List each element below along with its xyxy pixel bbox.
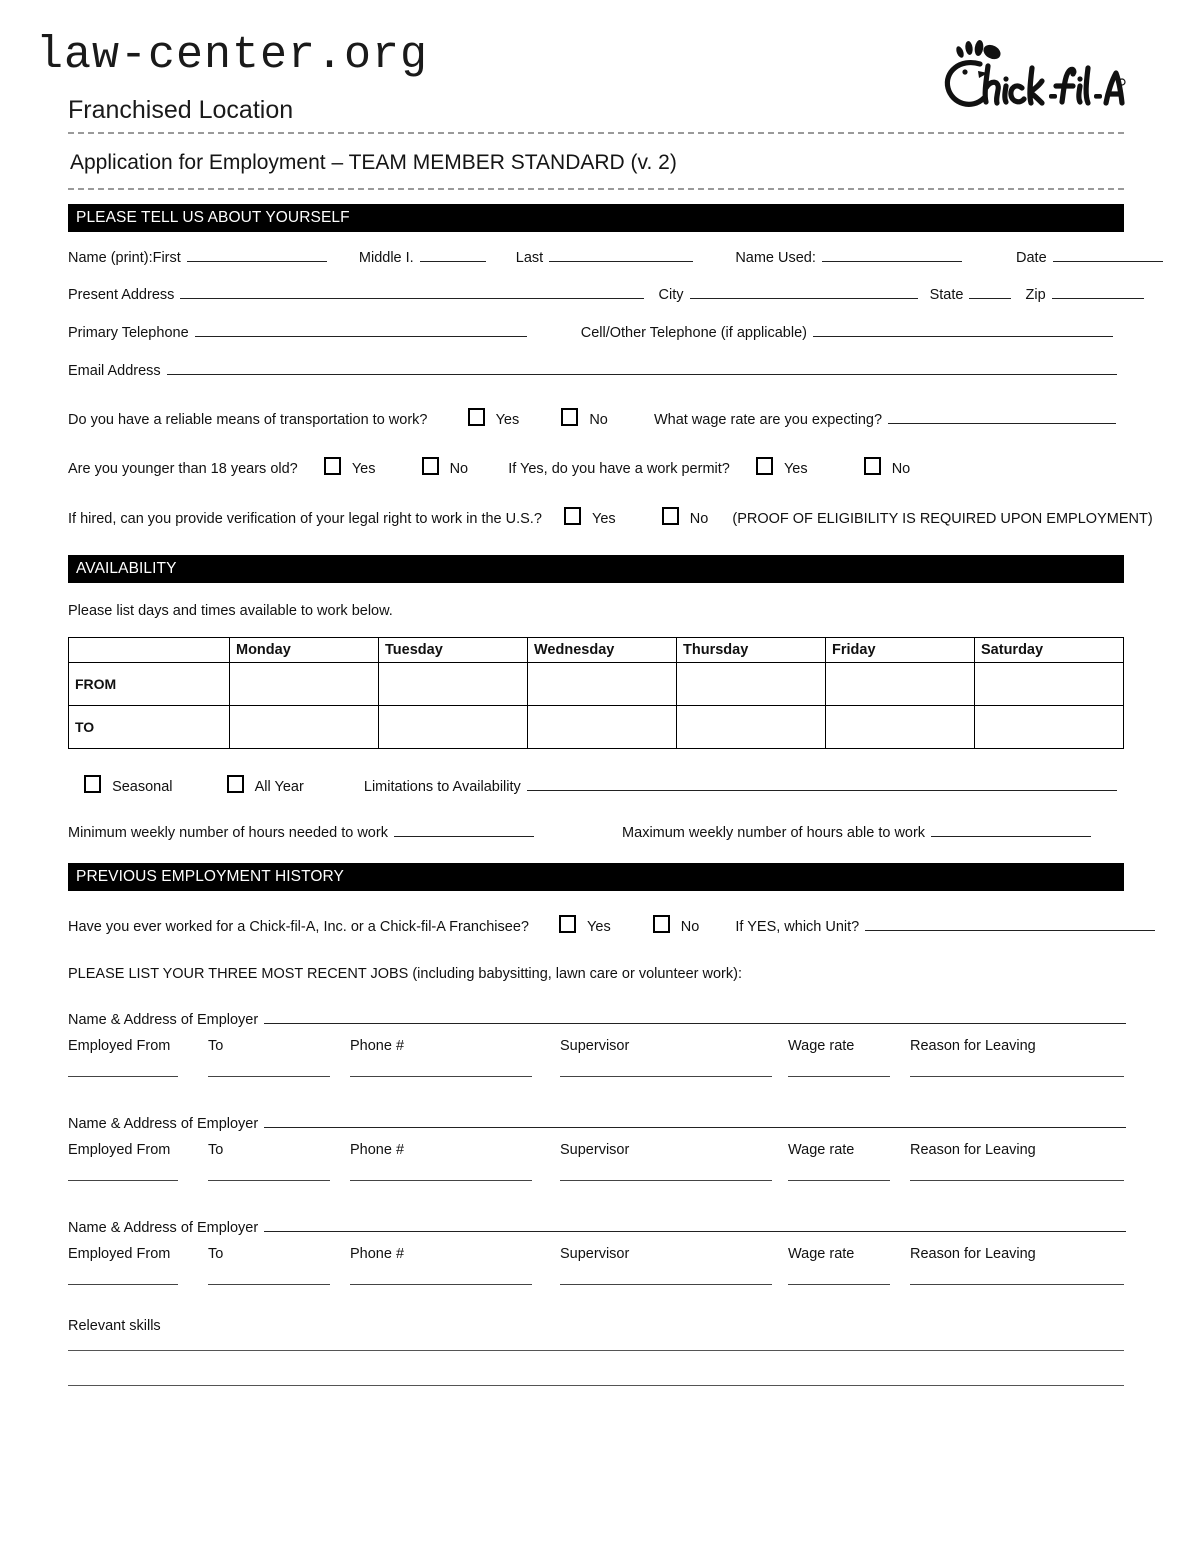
label-max-hours: Maximum weekly number of hours able to work [622, 825, 926, 841]
label-cell-telephone: Cell/Other Telephone (if applicable) [580, 325, 807, 341]
label-date: Date [1016, 250, 1047, 266]
label-worked-before-yes: Yes [587, 919, 611, 935]
row-employer-2 [68, 1114, 1124, 1134]
label-state: State [929, 287, 964, 303]
text-supervisor-3: Supervisor [560, 1246, 630, 1262]
text-reason-2: Reason for Leaving [910, 1142, 1036, 1158]
label-supervisor-3 [560, 1246, 772, 1285]
label-to-3 [208, 1246, 330, 1285]
input-date[interactable] [1053, 248, 1163, 262]
input-wage-rate-3[interactable] [788, 1263, 890, 1285]
label-relevant-skills: Relevant skills [68, 1318, 161, 1334]
row-address [68, 285, 1124, 305]
input-phone-1[interactable] [350, 1055, 532, 1077]
label-phone-3 [350, 1246, 532, 1285]
label-city: City [658, 287, 684, 303]
availability-cell-from-wednesday[interactable] [528, 663, 677, 706]
input-min-hours[interactable] [394, 823, 534, 837]
label-which-unit: If YES, which Unit? [735, 919, 860, 935]
input-max-hours[interactable] [931, 823, 1091, 837]
label-worked-before-no: No [680, 919, 700, 935]
label-to-1 [208, 1038, 330, 1077]
label-wage-expectation: What wage rate are you expecting? [653, 412, 883, 428]
text-phone-3: Phone # [350, 1246, 405, 1262]
label-employed-from-2 [68, 1142, 178, 1181]
row-employer-1 [68, 1010, 1124, 1030]
availability-cell-from-saturday[interactable] [975, 663, 1124, 706]
input-relevant-skills-line-2[interactable] [68, 1385, 1124, 1386]
site-url: law-center.org [36, 30, 429, 81]
text-employed-from-3: Employed From [68, 1246, 171, 1262]
input-wage-expectation[interactable] [888, 410, 1116, 424]
label-zip: Zip [1025, 287, 1046, 303]
input-cell-telephone[interactable] [813, 323, 1113, 337]
row-transportation [68, 408, 1124, 430]
availability-cell-to-monday[interactable] [230, 706, 379, 749]
row-name [68, 248, 1124, 268]
text-supervisor-2: Supervisor [560, 1142, 630, 1158]
label-reason-2 [910, 1142, 1124, 1181]
text-wage-rate-3: Wage rate [788, 1246, 855, 1262]
form-title: Application for Employment – TEAM MEMBER STANDARD (v. 2) [70, 151, 677, 174]
input-employed-from-3[interactable] [68, 1263, 178, 1285]
availability-cell-to-saturday[interactable] [975, 706, 1124, 749]
row-email [68, 361, 1124, 381]
checkbox-legal-work-yes[interactable] [564, 507, 581, 525]
section-header-employment: PREVIOUS EMPLOYMENT HISTORY [68, 863, 1124, 891]
label-legal-work-question: If hired, can you provide verification of your legal right to work in the U.S.? [68, 511, 542, 527]
label-employed-from-3 [68, 1246, 178, 1285]
availability-cell-to-thursday[interactable] [677, 706, 826, 749]
row-seasonal-allyear [68, 775, 1124, 797]
input-primary-telephone[interactable] [195, 323, 527, 337]
input-present-address[interactable] [180, 285, 644, 299]
checkbox-work-permit-no[interactable] [864, 457, 881, 475]
label-transportation-question: Do you have a reliable means of transportation to work? [68, 412, 428, 428]
input-reason-1[interactable] [910, 1055, 1124, 1077]
row-worked-before [68, 915, 1124, 937]
input-first-name[interactable] [187, 248, 327, 262]
label-present-address: Present Address [68, 287, 175, 303]
input-middle-initial[interactable] [420, 248, 486, 262]
availability-cell-to-tuesday[interactable] [379, 706, 528, 749]
franchised-location-label: Franchised Location [68, 96, 294, 124]
input-name-used[interactable] [822, 248, 962, 262]
list-jobs-instruction: PLEASE LIST YOUR THREE MOST RECENT JOBS (including babysitting, lawn care or volunteer work): [68, 966, 742, 982]
row-employer-3 [68, 1218, 1124, 1238]
input-to-3[interactable] [208, 1263, 330, 1285]
input-relevant-skills-line-1[interactable] [68, 1350, 1124, 1351]
input-supervisor-1[interactable] [560, 1055, 772, 1077]
employer-1-columns [68, 1038, 1124, 1092]
row-under-18 [68, 457, 1124, 479]
text-phone-1: Phone # [350, 1038, 405, 1054]
label-reason-1 [910, 1038, 1124, 1077]
text-wage-rate-2: Wage rate [788, 1142, 855, 1158]
label-email-address: Email Address [68, 363, 161, 379]
label-last-name: Last [515, 250, 544, 266]
input-wage-rate-2[interactable] [788, 1159, 890, 1181]
checkbox-worked-before-no[interactable] [653, 915, 670, 933]
checkbox-under18-no[interactable] [422, 457, 439, 475]
text-to-2: To [208, 1142, 224, 1158]
label-wage-rate-1 [788, 1038, 890, 1077]
label-reason-3 [910, 1246, 1124, 1285]
availability-instruction: Please list days and times available to work below. [68, 603, 393, 619]
availability-label-from: FROM [69, 663, 230, 706]
input-reason-2[interactable] [910, 1159, 1124, 1181]
label-middle-initial: Middle I. [358, 250, 414, 266]
label-proof-of-eligibility-note: (PROOF OF ELIGIBILITY IS REQUIRED UPON EMPLOYMENT) [732, 511, 1153, 527]
availability-col-wednesday: Wednesday [528, 638, 677, 663]
text-supervisor-1: Supervisor [560, 1038, 630, 1054]
availability-col-thursday: Thursday [677, 638, 826, 663]
text-wage-rate-1: Wage rate [788, 1038, 855, 1054]
checkbox-worked-before-yes[interactable] [559, 915, 576, 933]
label-seasonal: Seasonal [112, 779, 173, 795]
input-which-unit[interactable] [865, 917, 1155, 931]
availability-cell-to-friday[interactable] [826, 706, 975, 749]
input-limitations[interactable] [527, 777, 1117, 791]
label-supervisor-1 [560, 1038, 772, 1077]
checkbox-all-year[interactable] [227, 775, 244, 793]
checkbox-under18-yes[interactable] [324, 457, 341, 475]
label-name-used: Name Used: [735, 250, 816, 266]
checkbox-transportation-yes[interactable] [468, 408, 485, 426]
availability-cell-from-thursday[interactable] [677, 663, 826, 706]
text-employed-from-2: Employed From [68, 1142, 171, 1158]
availability-label-to: TO [69, 706, 230, 749]
label-all-year: All Year [254, 779, 304, 795]
text-reason-1: Reason for Leaving [910, 1038, 1036, 1054]
input-city[interactable] [690, 285, 918, 299]
checkbox-legal-work-no[interactable] [662, 507, 679, 525]
label-under18-yes: Yes [351, 461, 376, 477]
availability-cell-from-monday[interactable] [230, 663, 379, 706]
label-wage-rate-3 [788, 1246, 890, 1285]
availability-col-friday: Friday [826, 638, 975, 663]
section-header-about: PLEASE TELL US ABOUT YOURSELF [68, 204, 1124, 232]
label-employer-3: Name & Address of Employer [68, 1220, 259, 1236]
row-phones [68, 323, 1124, 343]
employer-2-columns [68, 1142, 1124, 1196]
availability-header-row [69, 638, 1124, 663]
input-supervisor-2[interactable] [560, 1159, 772, 1181]
input-email-address[interactable] [167, 361, 1117, 375]
label-limitations: Limitations to Availability [363, 779, 521, 795]
page-header [36, 0, 1124, 132]
input-employer-2[interactable] [264, 1114, 1126, 1128]
input-to-2[interactable] [208, 1159, 330, 1181]
input-employer-3[interactable] [264, 1218, 1126, 1232]
input-last-name[interactable] [549, 248, 693, 262]
row-hours [68, 823, 1124, 843]
checkbox-seasonal[interactable] [84, 775, 101, 793]
row-legal-right-to-work [68, 507, 1153, 529]
input-zip[interactable] [1052, 285, 1144, 299]
input-employer-1[interactable] [264, 1010, 1126, 1024]
label-work-permit-yes: Yes [783, 461, 808, 477]
availability-col-saturday: Saturday [975, 638, 1124, 663]
label-employer-2: Name & Address of Employer [68, 1116, 259, 1132]
label-phone-1 [350, 1038, 532, 1077]
availability-row-to [69, 706, 1124, 749]
label-legal-work-no: No [689, 511, 709, 527]
label-phone-2 [350, 1142, 532, 1181]
input-employed-from-2[interactable] [68, 1159, 178, 1181]
input-supervisor-3[interactable] [560, 1263, 772, 1285]
label-to-2 [208, 1142, 330, 1181]
text-phone-2: Phone # [350, 1142, 405, 1158]
text-reason-3: Reason for Leaving [910, 1246, 1036, 1262]
label-supervisor-2 [560, 1142, 772, 1181]
input-state[interactable] [969, 285, 1011, 299]
label-work-permit-no: No [891, 461, 911, 477]
text-to-1: To [208, 1038, 224, 1054]
input-employed-from-1[interactable] [68, 1055, 178, 1077]
label-under18-no: No [449, 461, 469, 477]
availability-cell-from-friday[interactable] [826, 663, 975, 706]
header-divider-bottom [68, 188, 1124, 190]
label-work-permit-question: If Yes, do you have a work permit? [508, 461, 730, 477]
checkbox-transportation-no[interactable] [561, 408, 578, 426]
availability-cell-to-wednesday[interactable] [528, 706, 677, 749]
label-employer-1: Name & Address of Employer [68, 1012, 259, 1028]
input-to-1[interactable] [208, 1055, 330, 1077]
availability-col-monday: Monday [230, 638, 379, 663]
label-transportation-yes: Yes [495, 412, 520, 428]
availability-col-tuesday: Tuesday [379, 638, 528, 663]
label-worked-before-question: Have you ever worked for a Chick-fil-A, Inc. or a Chick-fil-A Franchisee? [68, 919, 529, 935]
label-name-print: Name (print):First [68, 250, 181, 266]
availability-col-blank [69, 638, 230, 663]
availability-row-from [69, 663, 1124, 706]
label-min-hours: Minimum weekly number of hours needed to work [68, 825, 388, 841]
label-wage-rate-2 [788, 1142, 890, 1181]
section-header-availability: AVAILABILITY [68, 555, 1124, 583]
label-under18-question: Are you younger than 18 years old? [68, 461, 298, 477]
label-transportation-no: No [589, 412, 608, 428]
chick-fil-a-logo [936, 40, 1126, 125]
input-reason-3[interactable] [910, 1263, 1124, 1285]
text-employed-from-1: Employed From [68, 1038, 171, 1054]
label-legal-work-yes: Yes [592, 511, 616, 527]
employer-3-columns [68, 1246, 1124, 1300]
label-employed-from-1 [68, 1038, 178, 1077]
input-wage-rate-1[interactable] [788, 1055, 890, 1077]
checkbox-work-permit-yes[interactable] [756, 457, 773, 475]
label-primary-telephone: Primary Telephone [68, 325, 189, 341]
text-to-3: To [208, 1246, 224, 1262]
availability-table [68, 637, 1124, 749]
input-phone-2[interactable] [350, 1159, 532, 1181]
availability-cell-from-tuesday[interactable] [379, 663, 528, 706]
input-phone-3[interactable] [350, 1263, 532, 1285]
